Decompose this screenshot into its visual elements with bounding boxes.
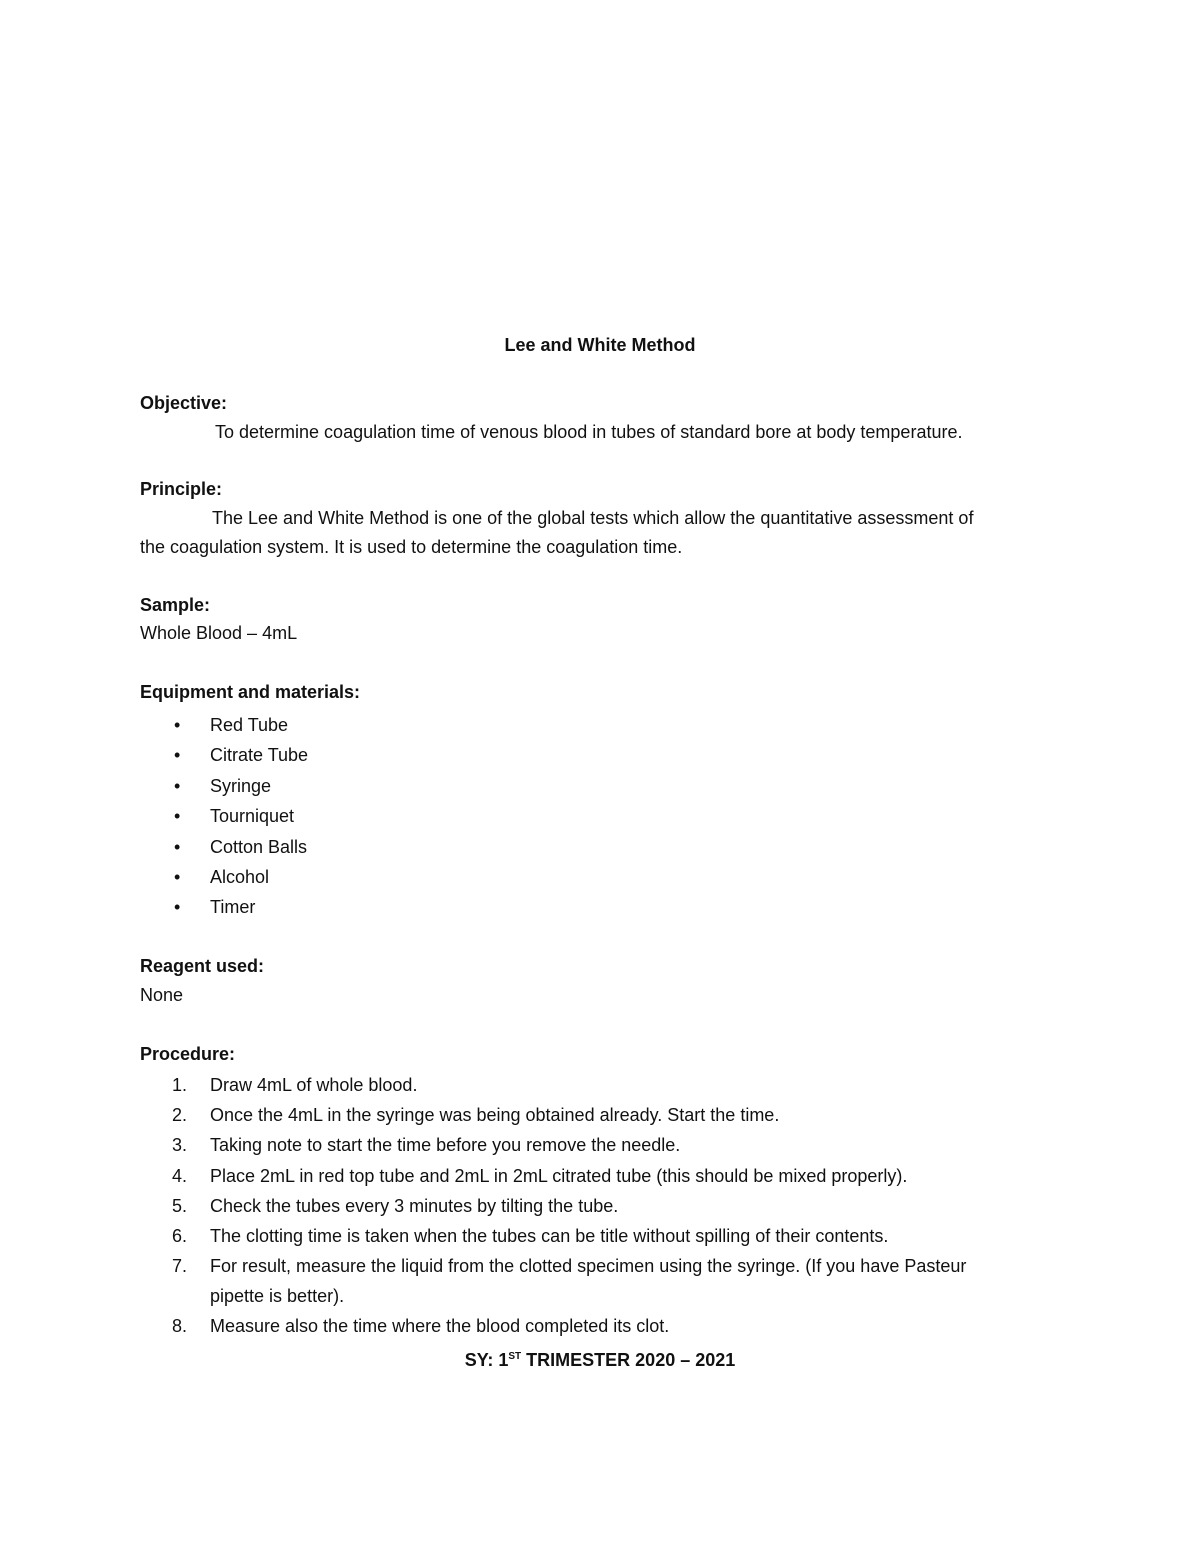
list-item	[140, 895, 308, 925]
bullet-icon: •	[174, 745, 181, 766]
step-text: Draw 4mL of whole blood.	[210, 1075, 418, 1095]
procedure-step	[140, 1254, 966, 1308]
list-item	[140, 774, 308, 804]
bullet-icon: •	[174, 806, 181, 827]
procedure-step	[140, 1133, 966, 1163]
step-text: Taking note to start the time before you remove the needle.	[210, 1135, 681, 1156]
procedure-step	[140, 1103, 966, 1133]
step-text: Place 2mL in red top tube and 2mL in 2mL citrated tube (this should be mixed properly).	[210, 1165, 908, 1186]
procedure-step	[140, 1073, 966, 1103]
list-item	[140, 835, 308, 865]
bullet-icon: •	[174, 775, 181, 796]
procedure-step	[140, 1194, 966, 1224]
bullet-icon: •	[174, 715, 181, 735]
equipment-list	[140, 713, 308, 926]
step-text: Measure also the time where the blood completed its clot.	[210, 1316, 670, 1337]
reagent-heading: Reagent used:	[140, 956, 265, 976]
school-year-footer	[0, 1345, 1200, 1372]
equipment-heading: Equipment and materials:	[140, 682, 361, 702]
procedure-step	[140, 1314, 966, 1344]
reagent-text: None	[140, 985, 184, 1005]
list-item	[140, 743, 308, 773]
principle-line-1: The Lee and White Method is one of the global tests which allow the quantitative assessment of	[212, 508, 974, 528]
step-text-continued: pipette is better).	[210, 1286, 345, 1307]
equipment-item-label: Timer	[210, 897, 256, 918]
step-text: Check the tubes every 3 minutes by tilting the tube.	[210, 1195, 619, 1216]
step-text: Once the 4mL in the syringe was being obtained already. Start the time.	[210, 1105, 780, 1126]
principle-heading: Principle:	[140, 479, 223, 499]
equipment-item-label: Citrate Tube	[210, 745, 309, 766]
step-number: 7.	[172, 1256, 188, 1277]
objective-text: To determine coagulation time of venous blood in tubes of standard bore at body temperature.	[215, 422, 963, 442]
bullet-icon: •	[174, 866, 181, 887]
step-number: 2.	[172, 1105, 188, 1126]
procedure-list	[140, 1073, 966, 1344]
step-number: 3.	[172, 1135, 188, 1156]
footer-prefix: SY: 1	[464, 1350, 509, 1370]
step-number: 1.	[172, 1075, 188, 1095]
procedure-step	[140, 1224, 966, 1254]
list-item	[140, 713, 308, 743]
equipment-item-label: Cotton Balls	[210, 836, 308, 857]
list-item	[140, 804, 308, 834]
step-number: 4.	[172, 1165, 188, 1186]
list-item	[140, 865, 308, 895]
step-number: 5.	[172, 1195, 188, 1216]
step-text: The clotting time is taken when the tubes can be title without spilling of their contents.	[210, 1225, 889, 1246]
document-title: Lee and White Method	[504, 335, 696, 355]
principle-line-2: the coagulation system. It is used to determine the coagulation time.	[140, 537, 683, 557]
objective-heading: Objective:	[140, 393, 228, 413]
step-text: For result, measure the liquid from the clotted specimen using the syringe. (If you have Pasteur	[210, 1256, 967, 1277]
equipment-item-label: Syringe	[210, 775, 272, 796]
step-number: 6.	[172, 1225, 188, 1246]
sample-text: Whole Blood – 4mL	[140, 623, 298, 643]
footer-suffix: TRIMESTER 2020 – 2021	[521, 1350, 736, 1370]
bullet-icon: •	[174, 836, 181, 857]
sample-heading: Sample:	[140, 595, 211, 615]
equipment-item-label: Alcohol	[210, 866, 270, 887]
equipment-item-label: Red Tube	[210, 715, 289, 735]
equipment-item-label: Tourniquet	[210, 806, 295, 827]
footer-superscript: ST	[508, 1351, 522, 1362]
procedure-step	[140, 1164, 966, 1194]
procedure-heading: Procedure:	[140, 1044, 236, 1064]
step-number: 8.	[172, 1316, 188, 1337]
bullet-icon: •	[174, 897, 181, 918]
